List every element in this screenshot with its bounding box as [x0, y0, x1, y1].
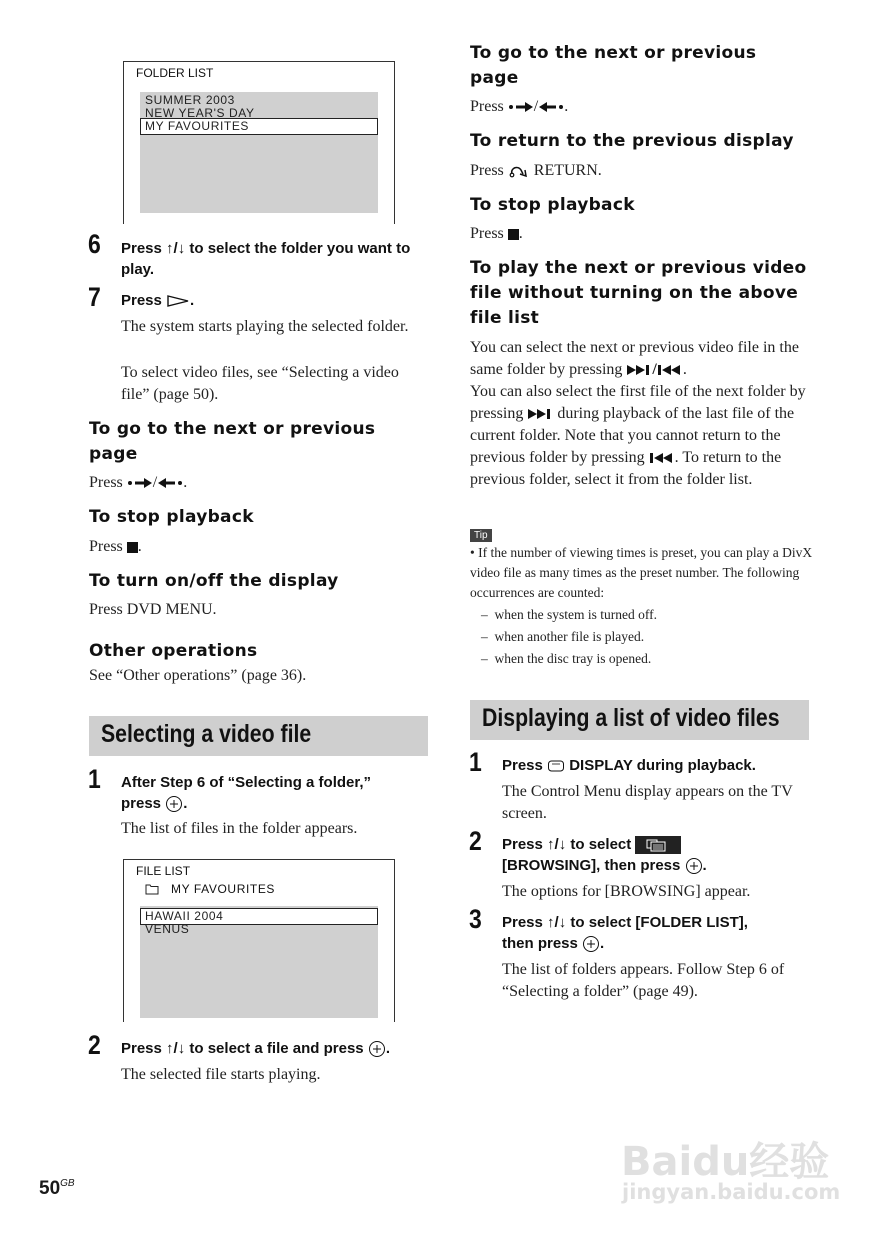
right-stop-body: Press .	[470, 225, 523, 242]
left-stop-body: Press .	[89, 538, 142, 555]
display-step-3-body: The list of folders appears. Follow Step 6 of “Selecting a folder” (page 49).	[502, 961, 785, 1000]
folder-item[interactable]: SUMMER 2003	[145, 93, 235, 107]
baidu-watermark-url: jingyan.baidu.com	[622, 1180, 841, 1204]
display-step-2-line-1: Press ↑/↓ to select	[502, 834, 681, 855]
tip-main: • If the number of viewing times is preset, you can play a DivX video file as many times as the preset number. The following occurrences are counted:	[470, 545, 813, 600]
return-body: Press RETURN.	[470, 162, 602, 179]
step-6-title: Press ↑/↓ to select the folder you want to play.	[121, 240, 411, 278]
step-7-number: 7	[88, 282, 101, 312]
display-step-1-body: The Control Menu display appears on the TV screen.	[502, 783, 793, 822]
previous-track-icon	[649, 452, 675, 464]
up-down-arrows-icon: ↑/↓	[166, 1040, 186, 1057]
file-item-selected[interactable]: HAWAII 2004	[145, 909, 224, 923]
browsing-icon	[635, 836, 681, 854]
next-video-body-1: You can select the next or previous video file in the same folder by pressing / .	[470, 339, 799, 378]
folder-item[interactable]: NEW YEAR'S DAY	[145, 106, 255, 120]
folder-list-screen	[123, 61, 395, 224]
tip-item: – when the disc tray is opened.	[481, 651, 652, 666]
section-selecting-video-file: Selecting a video file	[89, 716, 428, 756]
video-step-2-body: The selected file starts playing.	[121, 1066, 321, 1083]
video-step-2-title: Press ↑/↓ to select a file and press .	[121, 1040, 390, 1057]
tip-item: – when the system is turned off.	[481, 607, 657, 622]
video-step-1-line-1: After Step 6 of “Selecting a folder,”	[121, 774, 372, 791]
up-down-arrows-icon: ↑/↓	[547, 836, 567, 853]
display-step-1-title: Press DISPLAY during playback.	[502, 757, 756, 774]
enter-button-icon	[582, 935, 600, 953]
next-video-body-2: You can also select the first file of the next folder by pressing during playback of the last file of the current folder. Note that you cannot return to the previous folder by pressing . To return to the previous folder, select it from the folder list.	[470, 383, 806, 488]
enter-button-icon	[165, 795, 183, 813]
other-operations-heading: Other operations	[89, 641, 258, 661]
other-operations-body: See “Other operations” (page 36).	[89, 667, 307, 684]
next-video-heading: To play the next or previous video file without turning on the above file list	[470, 258, 807, 328]
up-down-arrows-icon: ↑/↓	[547, 914, 567, 931]
folder-item-selected[interactable]: MY FAVOURITES	[145, 119, 250, 133]
next-track-icon	[626, 364, 652, 376]
video-step-1-body: The list of files in the folder appears.	[121, 820, 358, 837]
next-page-icon	[127, 477, 153, 489]
return-heading: To return to the previous display	[470, 131, 794, 151]
step-7-body-2: To select video files, see “Selecting a video file” (page 50).	[121, 364, 399, 403]
enter-button-icon	[368, 1040, 386, 1058]
left-stop-heading: To stop playback	[89, 507, 254, 527]
step-7-title: Press .	[121, 292, 195, 309]
play-icon	[166, 294, 190, 308]
file-item[interactable]: VENUS	[145, 922, 190, 936]
display-step-3-line-1: Press ↑/↓ to select [FOLDER LIST],	[502, 914, 748, 931]
right-next-page-body: Press / .	[470, 98, 569, 115]
step-6-number: 6	[88, 229, 101, 259]
tip-badge: Tip	[470, 529, 492, 542]
display-button-icon	[547, 759, 565, 773]
previous-track-icon	[657, 364, 683, 376]
display-toggle-body: Press DVD MENU.	[89, 601, 217, 618]
previous-page-icon	[157, 477, 183, 489]
left-next-page-heading: To go to the next or previous page	[89, 419, 376, 464]
page-number: $50^{GB}$	[39, 1178, 75, 1199]
enter-button-icon	[685, 857, 703, 875]
up-down-arrows-icon: ↑/↓	[166, 240, 186, 257]
display-step-2-body: The options for [BROWSING] appear.	[502, 883, 751, 900]
file-list-folder-name: MY FAVOURITES	[171, 882, 276, 896]
video-step-1-number: 1	[88, 764, 101, 794]
display-step-2-line-2: [BROWSING], then press .	[502, 857, 707, 874]
folder-list-title: FOLDER LIST	[136, 66, 214, 80]
left-next-page-body: Press / .	[89, 474, 188, 491]
right-next-page-heading: To go to the next or previous page	[470, 43, 757, 88]
tip-item: – when another file is played.	[481, 629, 645, 644]
next-page-icon	[508, 101, 534, 113]
baidu-watermark-logo: Baidu经验	[621, 1139, 830, 1185]
display-step-3-number: 3	[469, 904, 482, 934]
previous-page-icon	[538, 101, 564, 113]
right-stop-heading: To stop playback	[470, 195, 635, 215]
video-step-2-number: 2	[88, 1030, 101, 1060]
next-track-icon	[527, 408, 553, 420]
display-step-2-number: 2	[469, 826, 482, 856]
display-step-1-number: 1	[469, 747, 482, 777]
file-list-title: FILE LIST	[136, 864, 191, 878]
return-icon	[508, 164, 530, 178]
display-step-3-line-2: then press .	[502, 935, 605, 952]
file-list-screen	[123, 859, 395, 1022]
stop-icon	[508, 229, 519, 240]
display-toggle-heading: To turn on/off the display	[89, 571, 339, 591]
video-step-1-line-2: press .	[121, 795, 188, 812]
stop-icon	[127, 542, 138, 553]
section-displaying-list: Displaying a list of video files	[470, 700, 809, 740]
folder-icon	[145, 883, 159, 895]
step-7-body-1: The system starts playing the selected folder.	[121, 318, 409, 335]
